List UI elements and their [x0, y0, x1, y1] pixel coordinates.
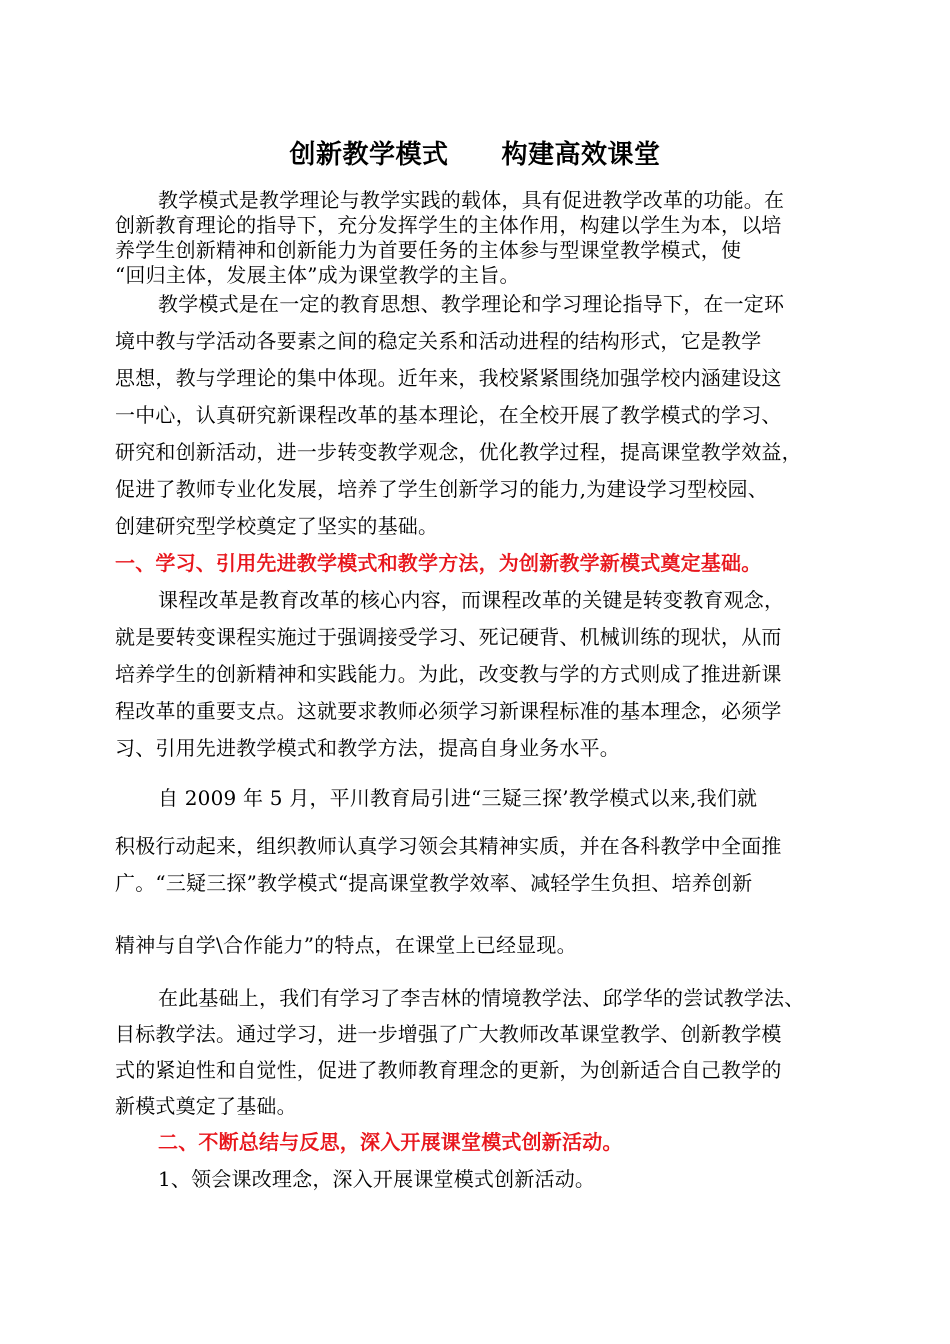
paragraph-line: 式的紧迫性和自觉性，促进了教师教育理念的更新，为创新适合自己教学的 [115, 1058, 782, 1082]
paragraph-line: 在此基础上，我们有学习了李吉林的情境教学法、邱学华的尝试教学法、 [158, 986, 805, 1010]
subsection-item: 1、领会课改理念，深入开展课堂模式创新活动。 [158, 1167, 596, 1191]
paragraph-line: 思想，教与学理论的集中体现。近年来，我校紧紧围绕加强学校内涵建设这 [115, 366, 782, 390]
document-title: 创新教学模式 构建高效课堂 [289, 140, 661, 170]
paragraph-line: 目标教学法。通过学习，进一步增强了广大教师改革课堂教学、创新教学模 [115, 1022, 782, 1046]
paragraph-line: 就是要转变课程实施过于强调接受学习、死记硬背、机械训练的现状，从而 [115, 625, 782, 649]
paragraph-line: 自 2009 年 5 月，平川教育局引进“三疑三探’教学模式以来,我们就 [158, 786, 758, 810]
paragraph-line: 一中心，认真研究新课程改革的基本理论，在全校开展了教学模式的学习、 [115, 403, 782, 427]
paragraph-line: 创新教育理论的指导下，充分发挥学生的主体作用，构建以学生为本，以培 [115, 213, 782, 237]
paragraph-line: 程改革的重要支点。这就要求教师必须学习新课程标准的基本理念，必须学 [115, 699, 782, 723]
paragraph-line: 精神与自学\合作能力”的特点，在课堂上已经显现。 [115, 933, 577, 957]
paragraph-line: 境中教与学活动各要素之间的稳定关系和活动进程的结构形式，它是教学 [115, 329, 762, 353]
paragraph-line: 研究和创新活动，进一步转变教学观念，优化教学过程，提高课堂教学效益， [115, 440, 802, 464]
paragraph-line: 新模式奠定了基础。 [115, 1094, 297, 1118]
paragraph-line: “回归主体，发展主体”成为课堂教学的主旨。 [115, 263, 520, 287]
paragraph-line: 课程改革是教育改革的核心内容，而课程改革的关键是转变教育观念， [158, 588, 785, 612]
section-heading-2: 二、不断总结与反思，深入开展课堂模式创新活动。 [158, 1130, 623, 1154]
paragraph-line: 积极行动起来，组织教师认真学习领会其精神实质，并在各科教学中全面推 [115, 834, 782, 858]
paragraph-line: 养学生创新精神和创新能力为首要任务的主体参与型课堂教学模式，使 [115, 238, 742, 262]
paragraph-line: 教学模式是教学理论与教学实践的载体，具有促进教学改革的功能。在 [158, 188, 785, 212]
paragraph-line: 促进了教师专业化发展，培养了学生创新学习的能力,为建设学习型校园、 [115, 477, 768, 501]
paragraph-line: 创建研究型学校奠定了坚实的基础。 [115, 514, 439, 538]
paragraph-line: 教学模式是在一定的教育思想、教学理论和学习理论指导下，在一定环 [158, 292, 785, 316]
section-heading-1: 一、学习、引用先进教学模式和教学方法，为创新教学新模式奠定基础。 [115, 551, 762, 575]
paragraph-line: 广。“三疑三探”教学模式“提高课堂教学效率、减轻学生负担、培养创新 [115, 871, 753, 895]
paragraph-line: 培养学生的创新精神和实践能力。为此，改变教与学的方式则成了推进新课 [115, 662, 782, 686]
paragraph-line: 习、引用先进教学模式和教学方法，提高自身业务水平。 [115, 736, 620, 760]
